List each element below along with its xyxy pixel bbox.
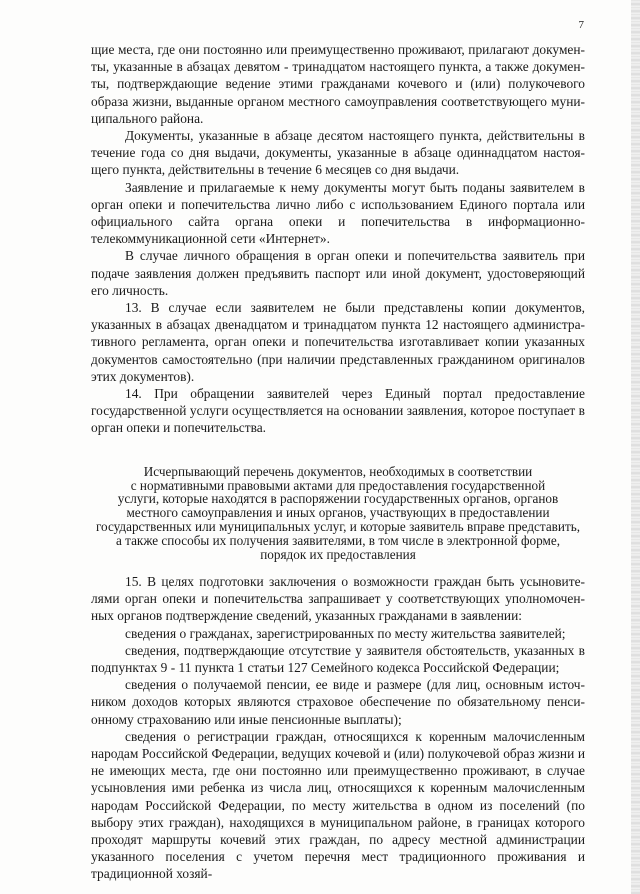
paragraph-item-14: 14. При обращении заявителей через Единый портал предоставление государственной услуги осуществляется на основании заявления, которое поступает в орган опеки и попечительства.: [91, 386, 585, 436]
heading-line: государственных или муниципальных услуг, и которые заявитель вправе представить,: [95, 519, 581, 535]
paragraph-validity-period: Документы, указанные в абзаце десятом настоящего пункта, действительны в течение года со дня выдачи, документы, указанные в абзаце одиннадцатом настоящего пункта, действительны в течение 6 месяцев со дня выдачи.: [91, 128, 585, 178]
paragraph-continuation: щие места, где они постоянно или преимущественно проживают, прилагают документы, указанные в абзацах девятом - тринадцатом настоящего пункта, а также документы, подтверждающие ведение этими гражданами кочевого и (или) полукочевого образа жизни, выданные органом местного самоуправления соответствующего муниципального района.: [91, 42, 585, 126]
heading-line: а также способы их получения заявителями, в том числе в электронной форме,: [116, 533, 560, 549]
heading-line: с нормативными правовыми актами для предоставления государственной: [130, 477, 546, 493]
page-number: 7: [578, 19, 584, 31]
list-item-pension-info: сведения о получаемой пенсии, ее виде и размере (для лиц, основным источником доходов которых являются страховое обеспечение по обязательному пенсионному страхованию или иные пенсионные выплаты);: [91, 677, 585, 727]
list-item-indigenous-registration: сведения о регистрации граждан, относящихся к коренным малочисленным народам Российской Федерации, ведущих кочевой и (или) полукочевой образ жизни и не имеющих места, где они постоянно или преимущественно проживают, в случае усыновления ими ребенка из числа лиц, относящихся к коренным малочисленным народам Российской Федерации, по месту жительства в одном из поселений (по выбору этих граждан), находящихся в муниципальном районе, в границах которого проходят маршруты кочевий этих граждан, по адресу местной администрации указанного поселения с учетом перечня мест традиционного проживания и традиционной хозяй-: [91, 728, 585, 882]
heading-line: порядок их предоставления: [260, 547, 416, 563]
scan-edge-artifact: [631, 0, 640, 894]
list-item-registered-residents: сведения о гражданах, зарегистрированных по месту жительства заявителей;: [125, 625, 566, 641]
heading-line: услуги, которые находятся в распоряжении государственных органов, органов: [117, 491, 559, 507]
list-item-absence-of-circumstances: сведения, подтверждающие отсутствие у заявителя обстоятельств, указанных в подпунктах 9 - 11 пункта 1 статьи 127 Семейного кодекса Российской Федерации;: [91, 642, 585, 676]
paragraph-item-15: 15. В целях подготовки заключения о возможности граждан быть усыновителями орган опеки и попечительства запрашивает у соответствующих уполномоченных органов подтверждение сведений, указанных гражданами в заявлении:: [91, 574, 585, 624]
heading-line: местного самоуправления и иных органов, участвующих в предоставлении: [126, 505, 550, 521]
document-body: [91, 41, 585, 883]
heading-line: Исчерпывающий перечень документов, необходимых в соответствии: [143, 463, 533, 479]
paragraph-submission-methods: Заявление и прилагаемые к нему документы могут быть поданы заявителем в орган опеки и попечительства лично либо с использованием Единого портала или официального сайта органа опеки и попечительства в информационно-телекоммуникационной сети «Интернет».: [91, 179, 585, 247]
paragraph-item-13: 13. В случае если заявителем не были представлены копии документов, указанных в абзацах двенадцатом и тринадцатом пункта 12 настоящего административного регламента, орган опеки и попечительства изготавливает копии указанных документов самостоятельно (при наличии представленных гражданином оригиналов этих документов).: [91, 300, 585, 384]
paragraph-personal-visit: В случае личного обращения в орган опеки и попечительства заявитель при подаче заявления должен предъявить паспорт или иной документ, удостоверяющий его личность.: [91, 248, 585, 298]
section-heading: [91, 465, 585, 562]
